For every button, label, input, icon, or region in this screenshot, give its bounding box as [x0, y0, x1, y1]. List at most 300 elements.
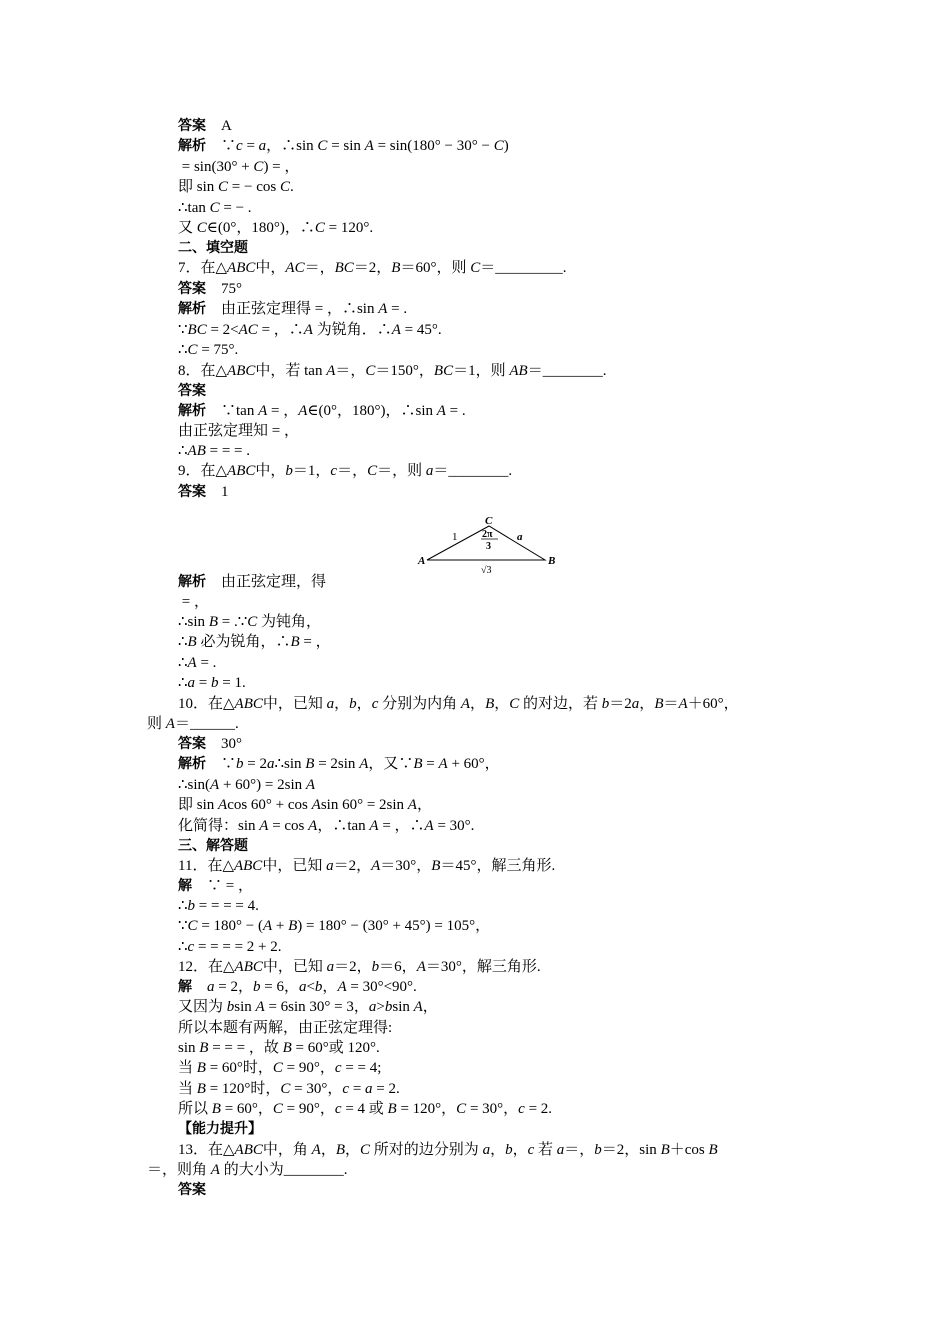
- math-variable: c: [527, 1142, 535, 1158]
- math-variable: b: [314, 979, 323, 995]
- math-variable: A: [259, 818, 269, 834]
- text-line: [178, 653, 216, 673]
- text-run: = 60°或 120°.: [291, 1040, 380, 1056]
- text-run: ∈(0°，180°)，∴sin: [307, 403, 437, 419]
- text-run: 9．在△: [178, 463, 228, 479]
- math-variable: a: [368, 999, 377, 1015]
- text-run: 13．在△: [178, 1142, 235, 1158]
- text-run: +: [272, 918, 289, 934]
- math-variable: A: [218, 797, 228, 813]
- text-run: ＝_________.: [480, 260, 567, 276]
- math-variable: B: [654, 696, 664, 712]
- text-line: [178, 1018, 392, 1038]
- text-run: = 6sin 30° = 3，: [264, 999, 369, 1015]
- math-variable: B: [305, 756, 315, 772]
- math-variable: B: [391, 260, 401, 276]
- math-variable: b: [285, 463, 293, 479]
- text-run: = ，: [299, 634, 331, 650]
- text-run: ＝2，: [333, 858, 372, 874]
- text-run: ，: [470, 696, 486, 712]
- math-variable: C: [279, 179, 290, 195]
- text-run: 又: [178, 220, 197, 236]
- math-variable: C: [187, 342, 198, 358]
- vertex-label-c: C: [485, 515, 493, 527]
- text-run: sin 60° = 2sin: [320, 797, 408, 813]
- text-run: ∴: [178, 655, 188, 671]
- math-variable: C: [314, 220, 325, 236]
- text-line: [178, 795, 432, 815]
- text-run: ＝2: [609, 696, 632, 712]
- math-variable: b: [187, 898, 196, 914]
- text-line: [178, 896, 259, 916]
- text-line: [178, 694, 739, 714]
- text-line: [178, 957, 541, 977]
- text-line: [178, 876, 253, 896]
- text-run: = 2，: [214, 979, 253, 995]
- text-run: ＝，则角: [147, 1162, 211, 1178]
- math-variable: a: [258, 138, 267, 154]
- text-run: = 2.: [372, 1081, 400, 1097]
- side-label-ab: √3: [481, 565, 492, 576]
- text-run: ＋cos: [669, 1142, 709, 1158]
- math-variable: c: [334, 1101, 342, 1117]
- math-variable: A: [258, 403, 268, 419]
- text-run: = = = ，故: [208, 1040, 283, 1056]
- text-run: ＝: [663, 696, 679, 712]
- text-run: A: [206, 118, 232, 134]
- text-run: = 180° − (: [197, 918, 263, 934]
- text-run: ，: [416, 797, 432, 813]
- math-variable: b: [505, 1142, 513, 1158]
- math-variable: A: [262, 918, 273, 934]
- text-run: 12．在△: [178, 959, 235, 975]
- math-variable: B: [199, 1040, 209, 1056]
- text-run: = 30°.: [433, 818, 475, 834]
- text-run: 必为锐角，∴: [196, 634, 291, 650]
- text-run: = 60°，: [220, 1101, 273, 1117]
- bold-label: 【能力提升】: [178, 1121, 262, 1137]
- text-line: [178, 977, 417, 997]
- text-line: [178, 997, 438, 1017]
- text-run: ＝______.: [174, 716, 239, 732]
- text-line: [178, 1140, 718, 1160]
- text-run: 8．在△: [178, 363, 228, 379]
- side-label-ac: 1: [452, 531, 458, 543]
- text-run: ＝，: [337, 463, 368, 479]
- text-run: ，: [356, 696, 372, 712]
- math-variable: C: [187, 918, 198, 934]
- text-run: ＝60°，则: [400, 260, 471, 276]
- text-run: 即 sin: [178, 179, 219, 195]
- text-line: [178, 421, 299, 441]
- angle-label-c-top: 2π: [482, 529, 493, 540]
- text-run: ∈(0°，180°)，∴: [206, 220, 315, 236]
- text-line: [178, 836, 248, 856]
- math-variable: A: [311, 797, 321, 813]
- bold-label: 二、填空题: [178, 240, 248, 256]
- math-variable: a: [556, 1142, 565, 1158]
- text-run: 10．在△: [178, 696, 235, 712]
- math-variable: a: [631, 696, 640, 712]
- text-run: sin: [392, 999, 414, 1015]
- text-line: [178, 816, 474, 836]
- math-variable: BC: [187, 322, 207, 338]
- text-run: = ，: [178, 594, 209, 610]
- text-run: 由正弦定理知 = ，: [178, 423, 299, 439]
- text-run: 7．在△: [178, 260, 228, 276]
- text-run: ∴sin: [274, 756, 306, 772]
- text-run: ，∴tan: [317, 818, 370, 834]
- text-run: = 30°，: [290, 1081, 343, 1097]
- text-line: [178, 340, 238, 360]
- math-variable: a: [298, 979, 307, 995]
- text-run: ＝45°，解三角形.: [440, 858, 556, 874]
- math-variable: C: [247, 614, 258, 630]
- math-variable: A: [298, 403, 308, 419]
- text-run: 中，: [255, 463, 286, 479]
- text-run: = 45°.: [400, 322, 442, 338]
- text-run: = 2<: [206, 322, 239, 338]
- text-line: [178, 856, 555, 876]
- math-variable: A: [359, 756, 369, 772]
- text-run: 30°: [206, 736, 242, 752]
- vertex-label-a: A: [418, 555, 426, 567]
- math-variable: c: [330, 463, 338, 479]
- bold-label: 解析: [178, 301, 206, 317]
- triangle-figure: [415, 512, 565, 576]
- math-variable: B: [413, 756, 423, 772]
- text-run: ∴tan: [178, 200, 210, 216]
- bold-label: 解析: [178, 403, 206, 419]
- text-run: ＝，: [564, 1142, 595, 1158]
- text-run: 化简得：sin: [178, 818, 260, 834]
- text-run: = 90°，: [282, 1060, 335, 1076]
- text-run: 中，已知: [262, 858, 327, 874]
- math-variable: a: [482, 1142, 491, 1158]
- bold-label: 答案: [178, 736, 206, 752]
- text-run: ∵: [206, 756, 237, 772]
- math-variable: ABC: [233, 858, 263, 874]
- text-run: ∵: [178, 918, 188, 934]
- text-run: = 30°，: [466, 1101, 519, 1117]
- math-variable: B: [708, 1142, 718, 1158]
- text-line: [178, 361, 606, 381]
- text-run: = 120°.: [324, 220, 374, 236]
- text-run: ＝6，: [379, 959, 417, 975]
- side-label-bc: a: [517, 531, 523, 543]
- text-run: ＝________.: [433, 463, 513, 479]
- math-variable: B: [335, 1142, 346, 1158]
- math-variable: C: [280, 1081, 291, 1097]
- bold-label: 三、解答题: [178, 838, 248, 854]
- text-run: ＝2，sin: [601, 1142, 661, 1158]
- text-run: ∵tan: [206, 403, 259, 419]
- text-run: 由正弦定理得 = ，∴sin: [206, 301, 379, 317]
- text-run: ∵: [206, 138, 237, 154]
- text-run: ，: [512, 1142, 528, 1158]
- text-run: =: [242, 138, 259, 154]
- math-variable: A: [416, 959, 426, 975]
- text-run: ＝，: [304, 260, 335, 276]
- text-run: = 90°，: [282, 1101, 335, 1117]
- math-variable: A: [210, 777, 220, 793]
- bold-label: 解: [178, 979, 192, 995]
- text-run: 当: [178, 1081, 197, 1097]
- bold-label: 答案: [178, 484, 206, 500]
- text-run: 75°: [206, 281, 242, 297]
- text-run: = ，∴: [257, 322, 304, 338]
- text-line: [178, 572, 326, 592]
- math-variable: C: [509, 696, 520, 712]
- bold-label: 解: [178, 878, 192, 894]
- text-run: 中，: [255, 260, 286, 276]
- math-variable: b: [371, 959, 380, 975]
- text-run: <: [306, 979, 315, 995]
- text-run: 1: [206, 484, 229, 500]
- math-variable: c: [187, 939, 195, 955]
- math-variable: c: [236, 138, 243, 154]
- text-run: ∴: [178, 634, 188, 650]
- math-variable: b: [252, 979, 261, 995]
- text-run: 11．在△: [178, 858, 234, 874]
- math-variable: A: [210, 1162, 220, 1178]
- math-variable: A: [255, 999, 265, 1015]
- text-run: 中，角: [262, 1142, 312, 1158]
- text-run: 若: [534, 1142, 557, 1158]
- math-variable: BC: [334, 260, 354, 276]
- text-run: =: [195, 675, 212, 691]
- text-line: [178, 461, 512, 481]
- text-run: ): [503, 138, 509, 154]
- text-run: ) = 180° − (30° + 45°) = 105°，: [297, 918, 491, 934]
- math-variable: B: [431, 858, 441, 874]
- text-line: [178, 1099, 552, 1119]
- math-variable: B: [282, 1040, 292, 1056]
- math-variable: a: [365, 1081, 373, 1097]
- text-run: ∴: [178, 675, 188, 691]
- math-variable: C: [317, 138, 328, 154]
- text-line: [178, 937, 282, 957]
- angle-label-c-bottom: 3: [486, 541, 491, 552]
- text-run: ) = ，: [263, 159, 300, 175]
- math-variable: a: [326, 959, 335, 975]
- math-variable: A: [424, 818, 434, 834]
- text-line: [178, 238, 248, 258]
- math-variable: a: [425, 463, 434, 479]
- text-line: [178, 136, 509, 156]
- bold-label: 答案: [178, 1182, 206, 1198]
- text-run: 又因为: [178, 999, 227, 1015]
- text-line: [178, 258, 566, 278]
- text-run: 即 sin: [178, 797, 219, 813]
- text-run: ，: [320, 1142, 336, 1158]
- text-run: 中，已知: [262, 959, 327, 975]
- math-variable: B: [211, 1101, 221, 1117]
- text-line: [178, 198, 252, 218]
- text-run: ∴: [178, 443, 188, 459]
- text-run: ＋60°，: [687, 696, 739, 712]
- math-variable: AC: [285, 260, 305, 276]
- math-variable: A: [407, 797, 417, 813]
- text-run: ∴: [178, 939, 188, 955]
- text-run: = 2sin: [314, 756, 360, 772]
- text-line: [178, 299, 407, 319]
- math-variable: C: [272, 1101, 283, 1117]
- math-variable: C: [360, 1142, 371, 1158]
- bold-label: 答案: [178, 281, 206, 297]
- text-run: 为锐角．∴: [312, 322, 392, 338]
- text-run: = .: [445, 403, 466, 419]
- text-run: = 2: [243, 756, 267, 772]
- text-run: ＝150°，: [375, 363, 434, 379]
- text-run: >: [376, 999, 385, 1015]
- math-variable: ABC: [234, 1142, 263, 1158]
- text-run: ∴sin(: [178, 777, 211, 793]
- math-variable: A: [311, 1142, 321, 1158]
- text-run: sin: [234, 999, 256, 1015]
- text-line: [178, 320, 442, 340]
- text-run: 为钝角，: [257, 614, 322, 630]
- math-variable: A: [391, 322, 401, 338]
- math-variable: A: [308, 818, 318, 834]
- text-run: 中，已知: [262, 696, 327, 712]
- text-line: [178, 116, 232, 136]
- math-variable: A: [187, 655, 197, 671]
- text-line: [178, 775, 315, 795]
- text-run: = .: [387, 301, 408, 317]
- math-variable: B: [290, 634, 300, 650]
- math-variable: a: [326, 858, 334, 874]
- math-variable: B: [196, 1081, 206, 1097]
- text-run: ，: [490, 1142, 506, 1158]
- math-variable: A: [413, 999, 423, 1015]
- text-run: = sin: [327, 138, 365, 154]
- math-variable: BC: [433, 363, 454, 379]
- text-run: ＝1，则: [453, 363, 510, 379]
- text-run: ＝30°，解三角形.: [425, 959, 541, 975]
- text-run: = − .: [219, 200, 252, 216]
- math-variable: C: [493, 138, 504, 154]
- text-run: = 30°<90°.: [346, 979, 417, 995]
- text-run: 由正弦定理，得: [206, 574, 327, 590]
- math-variable: b: [236, 756, 244, 772]
- math-variable: B: [187, 634, 197, 650]
- text-run: ，∴sin: [266, 138, 318, 154]
- text-run: = 60°时，: [205, 1060, 273, 1076]
- text-line: [178, 1038, 380, 1058]
- text-run: = = 4;: [341, 1060, 382, 1076]
- math-variable: A: [303, 322, 313, 338]
- text-run: = sin(180° − 30° −: [373, 138, 494, 154]
- math-variable: B: [288, 918, 298, 934]
- math-variable: b: [384, 999, 393, 1015]
- text-run: 中，若 tan: [255, 363, 327, 379]
- math-variable: ABC: [234, 959, 263, 975]
- text-run: ＝，: [335, 363, 366, 379]
- math-variable: A: [165, 716, 175, 732]
- text-run: .: [289, 179, 294, 195]
- text-run: ＝2，: [334, 959, 372, 975]
- text-line: [178, 441, 250, 461]
- math-variable: A: [364, 138, 374, 154]
- bold-label: 答案: [178, 383, 206, 399]
- text-line: [178, 279, 242, 299]
- text-run: = ，∴: [378, 818, 425, 834]
- text-run: = 2.: [524, 1101, 553, 1117]
- text-line: [178, 1180, 206, 1200]
- text-run: 分别为内角: [378, 696, 461, 712]
- math-variable: C: [365, 363, 376, 379]
- text-line: [178, 381, 206, 401]
- math-variable: A: [460, 696, 471, 712]
- text-line: [178, 673, 246, 693]
- math-variable: A: [337, 979, 347, 995]
- math-variable: C: [272, 1060, 283, 1076]
- text-run: 所以本题有两解，由正弦定理得:: [178, 1020, 393, 1036]
- math-variable: ABC: [234, 696, 263, 712]
- math-variable: B: [208, 614, 218, 630]
- math-variable: AB: [187, 443, 206, 459]
- text-run: ＝2，: [353, 260, 392, 276]
- text-run: ∵ = ，: [192, 878, 253, 894]
- math-variable: b: [601, 696, 610, 712]
- text-run: = 120°，: [396, 1101, 457, 1117]
- text-line: [178, 916, 490, 936]
- text-line: [178, 482, 229, 502]
- bold-label: 解析: [178, 138, 206, 154]
- text-run: = 120°时，: [205, 1081, 281, 1097]
- text-run: ∴: [178, 898, 188, 914]
- text-run: ，: [322, 979, 338, 995]
- text-line: [147, 1160, 347, 1180]
- math-variable: A: [436, 403, 446, 419]
- math-variable: B: [660, 1142, 670, 1158]
- text-run: ，: [639, 696, 655, 712]
- text-run: = ，: [267, 403, 299, 419]
- text-run: 所以: [178, 1101, 212, 1117]
- bold-label: 解析: [178, 756, 206, 772]
- math-variable: c: [342, 1081, 350, 1097]
- text-run: + 60°，: [447, 756, 500, 772]
- text-run: 则: [147, 716, 166, 732]
- math-variable: B: [485, 696, 495, 712]
- text-run: ，: [422, 999, 438, 1015]
- text-run: = = = .: [205, 443, 251, 459]
- text-run: ∴: [178, 342, 188, 358]
- text-run: ∵: [178, 322, 188, 338]
- text-run: =: [422, 756, 439, 772]
- math-variable: c: [518, 1101, 525, 1117]
- text-line: [178, 1058, 381, 1078]
- text-run: = 4 或: [341, 1101, 388, 1117]
- text-run: = 75°.: [197, 342, 239, 358]
- math-variable: ABC: [227, 363, 256, 379]
- math-variable: c: [371, 696, 379, 712]
- text-line: [178, 612, 321, 632]
- math-variable: C: [470, 260, 481, 276]
- text-run: = 6，: [260, 979, 299, 995]
- text-run: ，: [334, 696, 350, 712]
- text-run: ＝1，: [292, 463, 331, 479]
- text-run: ＝，则: [377, 463, 426, 479]
- math-variable: ABC: [227, 260, 256, 276]
- math-variable: a: [266, 756, 275, 772]
- text-line: [147, 714, 239, 734]
- text-line: [178, 177, 294, 197]
- bold-label: 解析: [178, 574, 206, 590]
- math-variable: C: [218, 179, 229, 195]
- vertex-label-b: B: [548, 555, 556, 567]
